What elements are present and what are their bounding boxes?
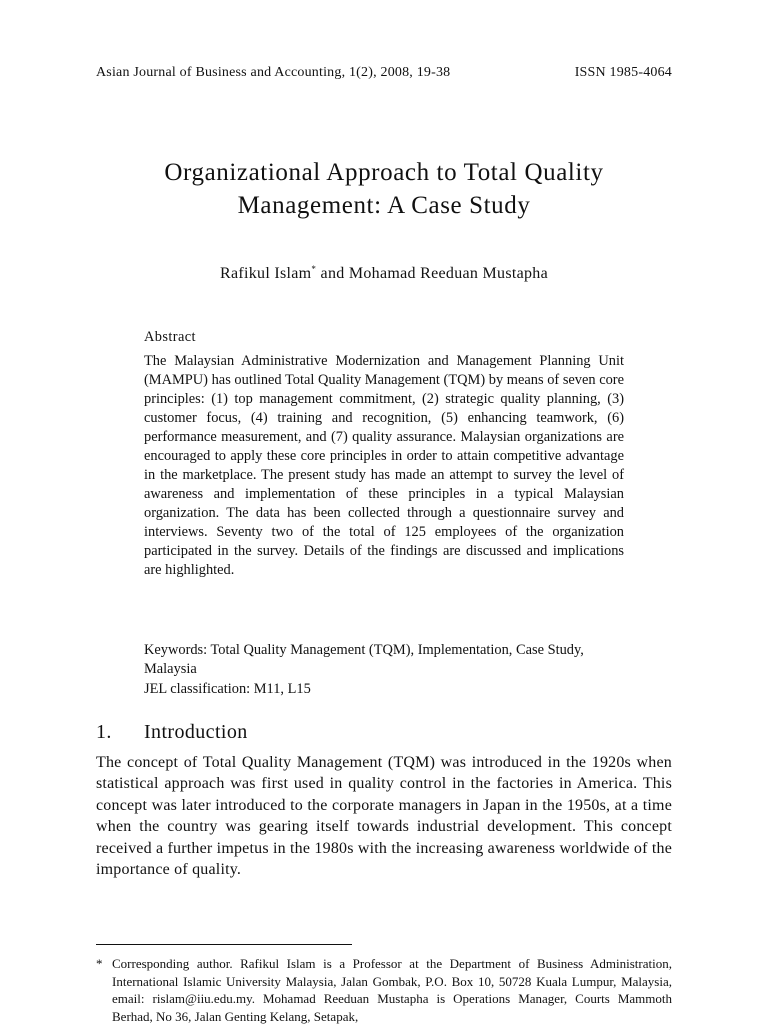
footnote-mark: * [96, 956, 103, 971]
author-first: Rafikul Islam [219, 265, 312, 282]
paper-title [96, 156, 672, 222]
corresponding-author-mark[interactable]: * [311, 264, 317, 274]
running-header [96, 65, 672, 81]
jel-classification: JEL classification: M11, L15 [144, 681, 311, 697]
paper-title-line-1: Organizational Approach to Total Quality [164, 159, 604, 186]
journal-citation: Asian Journal of Business and Accounting, 1(2), 2008, 19-38 [96, 65, 451, 80]
keywords: Keywords: Total Quality Management (TQM), Implementation, Case Study, Malaysia [144, 642, 584, 677]
author-rest: and Mohamad Reeduan Mustapha [320, 265, 549, 282]
section-title: Introduction [144, 721, 248, 743]
issn: ISSN 1985-4064 [574, 65, 672, 80]
abstract-body: The Malaysian Administrative Modernization and Management Planning Unit (MAMPU) has outlined Total Quality Management (TQM) by means of seven core principles: (1) top management commitment, (2) strategic quality planning, (3) customer focus, (4) training and recognition, (5) enhancing teamwork, (6) performance measurement, and (7) quality assurance. Malaysian organizations are encouraged to apply these core principles in order to attain competitive advantage in the marketplace. The present study has made an attempt to survey the level of awareness and implementation of these principles in a typical Malaysian organization. The data has been collected through a questionnaire survey and interviews. Seventy two of the total of 125 employees of the organization participated in the survey. Details of the findings are discussed and implications are highlighted. [144, 353, 624, 578]
section-number: 1. [96, 721, 112, 743]
author-list [96, 264, 672, 283]
abstract-heading: Abstract [144, 329, 196, 345]
introduction-paragraph: The concept of Total Quality Management (TQM) was introduced in the 1920s when statistical approach was first used in quality control in the factories in America. This concept was later introduced to the corporate managers in Japan in the 1950s, at a time when the country was gearing itself towards industrial development. This concept received a further impetus in the 1980s with the increasing awareness worldwide of the importance of quality. [96, 754, 672, 879]
footnote [96, 955, 672, 1025]
section-heading [96, 721, 672, 744]
footnote-divider [96, 944, 352, 945]
footnote-text: Corresponding author. Rafikul Islam is a Professor at the Department of Business Administration, International Islamic University Malaysia, Jalan Gombak, P.O. Box 10, 50728 Kuala Lumpur, Malaysia, email: rislam@iiu.edu.my. Mohamad Reeduan Mustapha is Operations Manager, Courts Mammoth Berhad, No 36, Jalan Genting Kelang, Setapak, [112, 956, 672, 1024]
paper-title-line-2: Management: A Case Study [237, 192, 531, 219]
